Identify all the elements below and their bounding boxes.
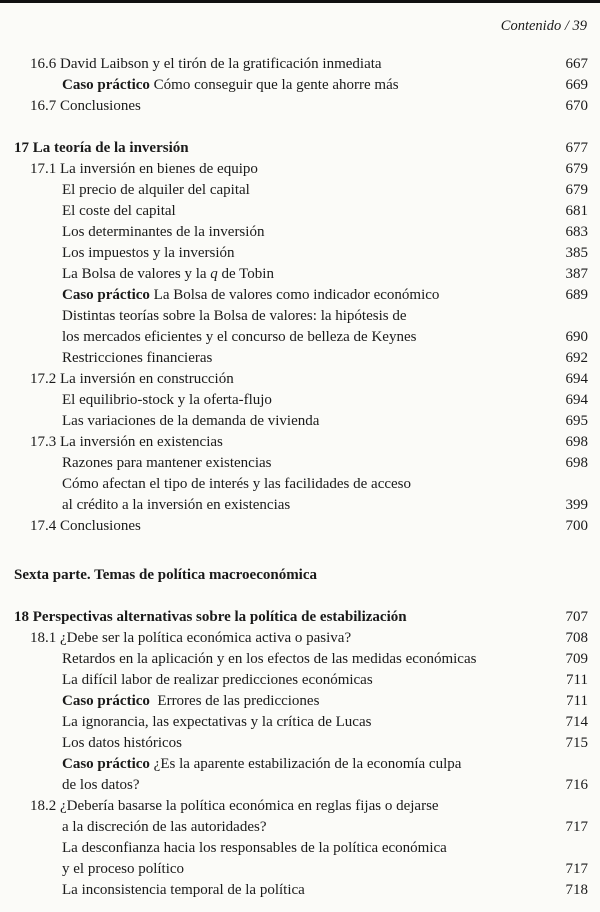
toc-row (0, 838, 600, 859)
toc-entry-segment: Los impuestos y la inversión (62, 245, 235, 261)
toc-entry-text (30, 432, 223, 453)
toc-entry-page: 717 (565, 819, 588, 835)
toc-entry-page: 717 (565, 861, 588, 877)
toc-list (0, 54, 600, 901)
toc-entry-page: 698 (565, 455, 588, 471)
toc-row (0, 691, 600, 712)
toc-entry-segment: Las variaciones de la demanda de vivienda (62, 413, 320, 429)
toc-row (0, 390, 600, 411)
toc-entry-segment: Errores de las predicciones (149, 693, 320, 709)
toc-entry-page: 698 (565, 434, 588, 450)
toc-row (0, 607, 600, 628)
toc-entry-segment: q (210, 266, 218, 282)
toc-row (0, 306, 600, 327)
toc-row (0, 733, 600, 754)
toc-entry-page: 683 (565, 224, 588, 240)
toc-entry-page: 667 (565, 56, 588, 72)
toc-row (0, 628, 600, 649)
toc-entry-text (62, 474, 411, 495)
toc-entry-segment: a la discreción de las autoridades? (62, 819, 267, 835)
toc-entry-text (62, 453, 272, 474)
toc-entry-text (62, 222, 264, 243)
toc-entry-text (62, 390, 272, 411)
toc-entry-page: 690 (565, 329, 588, 345)
toc-entry-page: 677 (565, 140, 588, 156)
toc-entry-text (62, 817, 267, 838)
toc-entry-segment: El coste del capital (62, 203, 176, 219)
toc-entry-text (30, 369, 234, 390)
toc-entry-segment: Razones para mantener existencias (62, 455, 272, 471)
toc-entry-text (62, 243, 235, 264)
toc-entry-segment: Caso práctico (62, 693, 150, 709)
toc-entry-page: 707 (565, 609, 588, 625)
toc-entry-segment: La ignorancia, las expectativas y la crítica de Lucas (62, 714, 372, 730)
toc-row (0, 712, 600, 733)
toc-entry-text (30, 96, 141, 117)
toc-entry-segment: Retardos en la aplicación y en los efectos de las medidas económicas (62, 651, 477, 667)
toc-row (0, 348, 600, 369)
toc-entry-page: 681 (565, 203, 588, 219)
toc-entry-text (62, 670, 373, 691)
toc-entry-segment: Cómo conseguir que la gente ahorre más (149, 77, 399, 93)
toc-entry-text (30, 516, 141, 537)
toc-entry-segment: El equilibrio-stock y la oferta-flujo (62, 392, 272, 408)
toc-row (0, 138, 600, 159)
toc-entry-segment: La Bolsa de valores y la (62, 266, 211, 282)
toc-entry-page: 669 (565, 77, 588, 93)
toc-row (0, 411, 600, 432)
toc-entry-text (62, 733, 182, 754)
toc-row (0, 453, 600, 474)
toc-row (0, 369, 600, 390)
toc-row (0, 796, 600, 817)
toc-entry-segment: La difícil labor de realizar predicciones económicas (62, 672, 373, 688)
toc-entry-segment: La Bolsa de valores como indicador económico (149, 287, 440, 303)
toc-row (0, 495, 600, 516)
toc-entry-page: 709 (565, 651, 588, 667)
toc-entry-text (62, 838, 447, 859)
toc-entry-text (62, 649, 476, 670)
toc-entry-page: 700 (565, 518, 588, 534)
toc-entry-page: 715 (565, 735, 588, 751)
toc-entry-text (62, 411, 319, 432)
toc-entry-segment: 17.2 La inversión en construcción (30, 371, 234, 387)
toc-entry-text (30, 159, 258, 180)
toc-row (0, 754, 600, 775)
toc-entry-page: 714 (565, 714, 588, 730)
toc-row (0, 201, 600, 222)
toc-row (0, 222, 600, 243)
toc-row (0, 180, 600, 201)
toc-entry-text (62, 180, 250, 201)
toc-row (0, 264, 600, 285)
toc-entry-page: 692 (565, 350, 588, 366)
toc-entry-segment: Caso práctico (62, 77, 150, 93)
toc-row (0, 96, 600, 117)
toc-row (0, 859, 600, 880)
toc-row (0, 75, 600, 96)
running-header: Contenido / 39 (500, 18, 587, 34)
toc-entry-text (14, 138, 189, 159)
toc-entry-text (62, 306, 407, 327)
toc-entry-text (14, 565, 317, 586)
toc-row (0, 285, 600, 306)
toc-entry-page: 711 (566, 672, 588, 688)
toc-entry-page: 716 (565, 777, 588, 793)
toc-entry-segment: Caso práctico (62, 756, 150, 772)
toc-entry-text (62, 712, 371, 733)
toc-entry-segment: Cómo afectan el tipo de interés y las facilidades de acceso (62, 476, 412, 492)
toc-entry-text (62, 348, 212, 369)
toc-entry-page: 387 (565, 266, 588, 282)
toc-entry-segment: Sexta parte. Temas de política macroeconómica (14, 567, 318, 583)
toc-row (0, 474, 600, 495)
toc-entry-segment: Restricciones financieras (62, 350, 213, 366)
toc-entry-segment: de Tobin (217, 266, 274, 282)
toc-entry-text (62, 75, 399, 96)
toc-row (0, 327, 600, 348)
toc-entry-page: 711 (566, 693, 588, 709)
toc-row (0, 565, 600, 586)
toc-entry-segment: de los datos? (62, 777, 140, 793)
toc-entry-segment: ¿Es la aparente estabilización de la economía culpa (149, 756, 462, 772)
toc-entry-segment: Los determinantes de la inversión (62, 224, 265, 240)
toc-entry-segment: y el proceso político (62, 861, 185, 877)
toc-entry-text (62, 264, 274, 285)
toc-row (0, 432, 600, 453)
toc-entry-text (62, 495, 290, 516)
toc-entry-page: 695 (565, 413, 588, 429)
toc-entry-page: 694 (565, 371, 588, 387)
toc-row (0, 880, 600, 901)
toc-entry-segment: 18.2 ¿Debería basarse la política económica en reglas fijas o dejarse (30, 798, 439, 814)
toc-entry-page: 718 (565, 882, 588, 898)
toc-entry-segment: al crédito a la inversión en existencias (62, 497, 291, 513)
toc-entry-page: 385 (565, 245, 588, 261)
toc-entry-segment: 17 La teoría de la inversión (14, 140, 189, 156)
toc-row (0, 159, 600, 180)
toc-entry-page: 679 (565, 161, 588, 177)
toc-entry-page: 670 (565, 98, 588, 114)
toc-entry-text (62, 327, 416, 348)
toc-row (0, 670, 600, 691)
toc-entry-text (62, 775, 139, 796)
toc-entry-segment: Los datos históricos (62, 735, 182, 751)
toc-row (0, 775, 600, 796)
toc-entry-page: 708 (565, 630, 588, 646)
toc-entry-segment: 16.7 Conclusiones (30, 98, 141, 114)
toc-entry-segment: 18.1 ¿Debe ser la política económica activa o pasiva? (30, 630, 352, 646)
toc-entry-segment: los mercados eficientes y el concurso de belleza de Keynes (62, 329, 417, 345)
toc-entry-page: 694 (565, 392, 588, 408)
toc-row (0, 243, 600, 264)
toc-entry-segment: Caso práctico (62, 287, 150, 303)
toc-entry-segment: 17.3 La inversión en existencias (30, 434, 223, 450)
toc-entry-page: 689 (565, 287, 588, 303)
toc-entry-text (62, 691, 319, 712)
toc-entry-text (30, 628, 351, 649)
toc-entry-text (62, 754, 461, 775)
toc-entry-text (62, 859, 184, 880)
toc-entry-page: 399 (565, 497, 588, 513)
toc-entry-segment: 18 Perspectivas alternativas sobre la política de estabilización (14, 609, 407, 625)
toc-entry-text (14, 607, 407, 628)
toc-entry-segment: El precio de alquiler del capital (62, 182, 250, 198)
toc-entry-text (30, 54, 382, 75)
toc-entry-text (62, 880, 305, 901)
toc-row (0, 54, 600, 75)
toc-row (0, 649, 600, 670)
toc-entry-page: 679 (565, 182, 588, 198)
toc-entry-segment: La inconsistencia temporal de la política (62, 882, 305, 898)
toc-entry-segment: 17.1 La inversión en bienes de equipo (30, 161, 258, 177)
toc-row (0, 516, 600, 537)
toc-entry-text (62, 285, 439, 306)
toc-entry-segment: Distintas teorías sobre la Bolsa de valores: la hipótesis de (62, 308, 407, 324)
toc-entry-segment: La desconfianza hacia los responsables de la política económica (62, 840, 447, 856)
toc-row (0, 817, 600, 838)
toc-entry-text (62, 201, 176, 222)
toc-entry-segment: 16.6 David Laibson y el tirón de la gratificación inmediata (30, 56, 382, 72)
toc-entry-segment: 17.4 Conclusiones (30, 518, 141, 534)
toc-entry-text (30, 796, 439, 817)
